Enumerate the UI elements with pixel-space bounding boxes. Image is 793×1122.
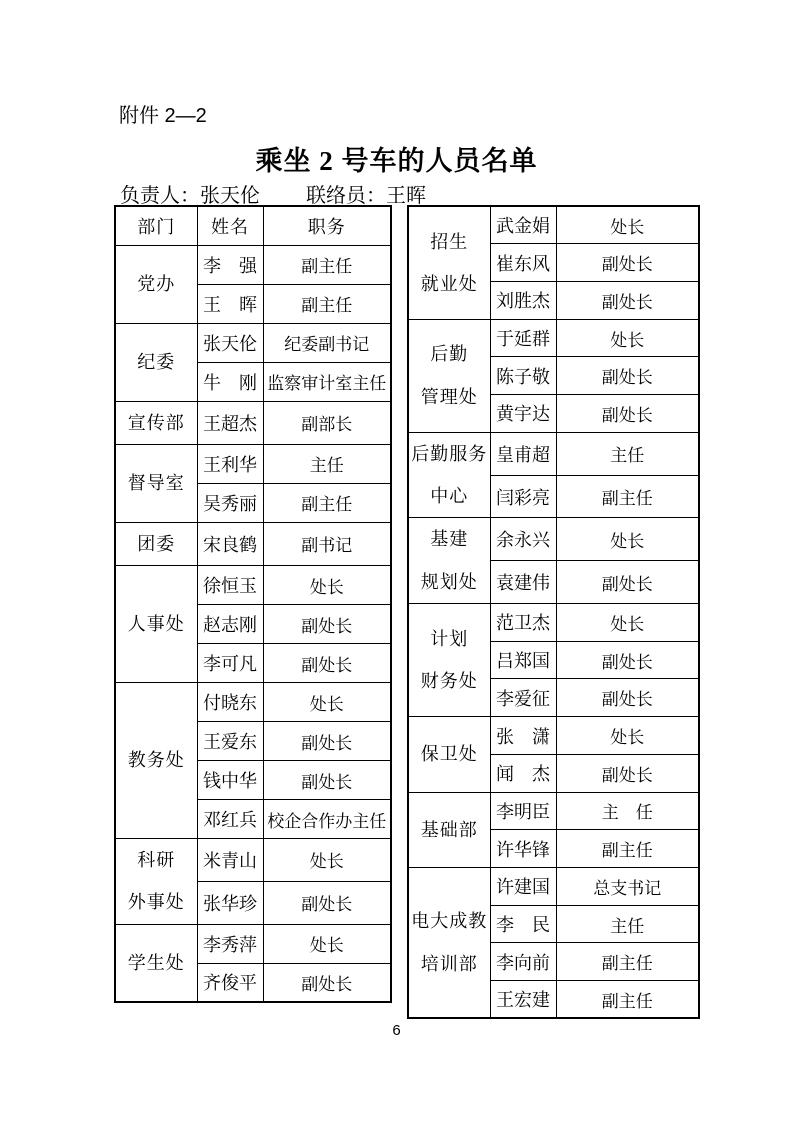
position-cell: 副处长 — [556, 395, 699, 433]
position-cell: 副主任 — [556, 830, 699, 868]
department-cell: 人事处 — [115, 566, 197, 683]
position-cell: 主任 — [263, 444, 391, 483]
name-cell: 吴秀丽 — [197, 483, 263, 522]
department-cell: 纪委 — [115, 323, 197, 401]
department-cell: 后勤 管理处 — [408, 319, 490, 432]
name-cell: 王爱东 — [197, 722, 263, 761]
position-cell: 副主任 — [556, 475, 699, 518]
position-cell: 副主任 — [556, 943, 699, 981]
name-cell: 齐俊平 — [197, 963, 263, 1002]
position-cell: 纪委副书记 — [263, 323, 391, 362]
name-cell: 闻 杰 — [490, 754, 556, 792]
name-cell: 王 晖 — [197, 284, 263, 323]
position-cell: 副主任 — [263, 245, 391, 284]
name-cell: 徐恒玉 — [197, 566, 263, 605]
table-row — [408, 604, 699, 642]
name-cell: 钱中华 — [197, 761, 263, 800]
person-in-charge: 负责人：张天伦 — [120, 185, 260, 207]
department-cell: 学生处 — [115, 924, 197, 1002]
name-cell: 张 潇 — [490, 717, 556, 755]
name-cell: 张天伦 — [197, 323, 263, 362]
position-cell: 副处长 — [263, 605, 391, 644]
left-roster-table — [114, 205, 392, 1003]
table-row — [115, 566, 391, 605]
position-cell: 处长 — [556, 604, 699, 642]
name-cell: 吕郑国 — [490, 641, 556, 679]
position-cell: 处长 — [556, 206, 699, 244]
table-row — [115, 924, 391, 963]
position-cell: 主任 — [556, 432, 699, 475]
table-row — [115, 401, 391, 444]
position-cell: 副处长 — [263, 722, 391, 761]
column-header-position: 职务 — [263, 206, 391, 245]
name-cell: 袁建伟 — [490, 561, 556, 604]
name-cell: 黄宇达 — [490, 395, 556, 433]
subtitle-line — [120, 179, 426, 208]
name-cell: 李 强 — [197, 245, 263, 284]
department-cell: 党办 — [115, 245, 197, 323]
name-cell: 邓红兵 — [197, 800, 263, 839]
right-roster-table — [407, 205, 700, 1019]
position-cell: 副处长 — [263, 963, 391, 1002]
position-cell: 处长 — [556, 518, 699, 561]
name-cell: 李爱征 — [490, 679, 556, 717]
table-row — [408, 868, 699, 906]
position-cell: 副部长 — [263, 401, 391, 444]
name-cell: 刘胜杰 — [490, 281, 556, 319]
table-row — [408, 792, 699, 830]
name-cell: 李 民 — [490, 905, 556, 943]
name-cell: 米青山 — [197, 839, 263, 882]
position-cell: 副主任 — [263, 284, 391, 323]
position-cell: 副处长 — [556, 281, 699, 319]
name-cell: 余永兴 — [490, 518, 556, 561]
department-cell: 电大成教 培训部 — [408, 868, 490, 1019]
table-row — [115, 444, 391, 483]
name-cell: 皇甫超 — [490, 432, 556, 475]
name-cell: 李可凡 — [197, 644, 263, 683]
name-cell: 张华珍 — [197, 881, 263, 924]
page-number: 6 — [392, 1022, 401, 1039]
name-cell: 武金娟 — [490, 206, 556, 244]
position-cell: 处长 — [263, 839, 391, 882]
position-cell: 副处长 — [556, 244, 699, 282]
position-cell: 处长 — [263, 924, 391, 963]
name-cell: 付晓东 — [197, 683, 263, 722]
position-cell: 总支书记 — [556, 868, 699, 906]
department-cell: 科研 外事处 — [115, 839, 197, 925]
department-cell: 宣传部 — [115, 401, 197, 444]
table-row — [115, 839, 391, 882]
table-row — [115, 323, 391, 362]
position-cell: 副主任 — [556, 981, 699, 1019]
table-row — [408, 319, 699, 357]
position-cell: 主 任 — [556, 792, 699, 830]
table-row — [115, 245, 391, 284]
name-cell: 崔东风 — [490, 244, 556, 282]
name-cell: 李向前 — [490, 943, 556, 981]
name-cell: 范卫杰 — [490, 604, 556, 642]
department-cell: 教务处 — [115, 683, 197, 839]
position-cell: 处长 — [556, 717, 699, 755]
position-cell: 副处长 — [556, 679, 699, 717]
position-cell: 副处长 — [556, 357, 699, 395]
position-cell: 处长 — [556, 319, 699, 357]
department-cell: 基础部 — [408, 792, 490, 867]
department-cell: 团委 — [115, 522, 197, 565]
table-row — [408, 206, 699, 244]
table-row — [408, 717, 699, 755]
name-cell: 许华锋 — [490, 830, 556, 868]
name-cell: 于延群 — [490, 319, 556, 357]
page-title: 乘坐 2 号车的人员名单 — [255, 146, 538, 176]
name-cell: 赵志刚 — [197, 605, 263, 644]
name-cell: 李明臣 — [490, 792, 556, 830]
name-cell: 许建国 — [490, 868, 556, 906]
name-cell: 王利华 — [197, 444, 263, 483]
department-cell: 基建 规划处 — [408, 518, 490, 604]
position-cell: 副处长 — [556, 561, 699, 604]
name-cell: 陈子敬 — [490, 357, 556, 395]
table-row — [115, 522, 391, 565]
position-cell: 副处长 — [556, 754, 699, 792]
department-cell: 计划 财务处 — [408, 604, 490, 717]
department-cell: 保卫处 — [408, 717, 490, 792]
table-row — [408, 518, 699, 561]
attachment-label: 附件 2—2 — [119, 105, 207, 127]
position-cell: 副处长 — [556, 641, 699, 679]
name-cell: 牛 刚 — [197, 362, 263, 401]
name-cell: 王宏建 — [490, 981, 556, 1019]
department-cell: 后勤服务 中心 — [408, 432, 490, 518]
position-cell: 主任 — [556, 905, 699, 943]
position-cell: 校企合作办主任 — [263, 800, 391, 839]
name-cell: 李秀萍 — [197, 924, 263, 963]
position-cell: 处长 — [263, 683, 391, 722]
position-cell: 监察审计室主任 — [263, 362, 391, 401]
position-cell: 副主任 — [263, 483, 391, 522]
table-header-row — [115, 206, 391, 245]
name-cell: 宋良鹤 — [197, 522, 263, 565]
table-row — [115, 683, 391, 722]
department-cell: 督导室 — [115, 444, 197, 522]
position-cell: 副处长 — [263, 881, 391, 924]
name-cell: 王超杰 — [197, 401, 263, 444]
roster-tables — [114, 205, 700, 1019]
position-cell: 副处长 — [263, 761, 391, 800]
name-cell: 闫彩亮 — [490, 475, 556, 518]
column-header-department: 部门 — [115, 206, 197, 245]
table-row — [408, 432, 699, 475]
position-cell: 处长 — [263, 566, 391, 605]
column-header-name: 姓名 — [197, 206, 263, 245]
liaison: 联络员：王晖 — [306, 185, 426, 207]
department-cell: 招生 就业处 — [408, 206, 490, 319]
position-cell: 副书记 — [263, 522, 391, 565]
position-cell: 副处长 — [263, 644, 391, 683]
